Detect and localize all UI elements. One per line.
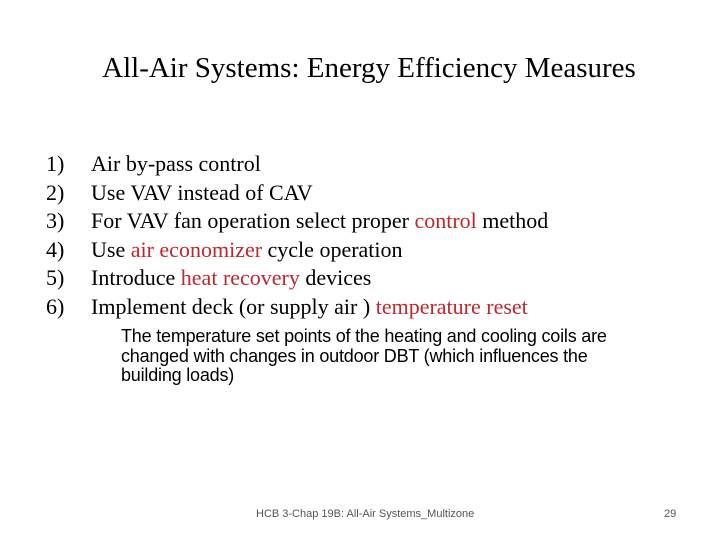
highlighted-term: temperature reset xyxy=(375,293,528,319)
list-item xyxy=(46,236,686,265)
item-text-segment: Air by-pass control xyxy=(91,151,261,176)
item-number: 4) xyxy=(46,236,65,262)
item-text-segment: cycle operation xyxy=(262,236,403,262)
highlighted-term: heat recovery xyxy=(180,265,300,291)
highlighted-term: control xyxy=(414,208,477,234)
item-text xyxy=(91,179,686,208)
item-text-segment: For VAV fan operation select proper xyxy=(91,208,415,234)
measures-list xyxy=(46,150,686,322)
item-text-segment: devices xyxy=(299,265,372,291)
item-number: 3) xyxy=(46,208,65,234)
list-item xyxy=(46,264,686,293)
item-text-segment: Introduce xyxy=(91,265,181,291)
sub-note: The temperature set points of the heating and cooling coils are changed with changes in outdoor DBT (which influences the building loads) xyxy=(121,326,607,385)
item-number: 5) xyxy=(46,265,65,291)
list-item xyxy=(46,207,686,236)
item-text xyxy=(91,293,686,322)
item-number: 1) xyxy=(46,151,65,176)
item-number: 6) xyxy=(46,293,65,319)
item-text-segment: Use VAV instead of CAV xyxy=(91,179,313,205)
item-text-segment: Implement deck (or supply air ) xyxy=(91,293,376,319)
item-text xyxy=(91,150,686,179)
list-item xyxy=(46,293,686,322)
item-text-segment: Use xyxy=(91,236,131,262)
item-text xyxy=(91,207,686,236)
list-item xyxy=(46,179,686,208)
footer-text: HCB 3-Chap 19B: All-Air Systems_Multizone xyxy=(256,508,475,520)
item-text xyxy=(91,264,686,293)
highlighted-term: air economizer xyxy=(130,236,263,262)
item-text-segment: method xyxy=(476,208,549,234)
page-number: 29 xyxy=(664,508,677,520)
item-number: 2) xyxy=(46,179,65,205)
item-text xyxy=(91,236,686,265)
slide-title: All-Air Systems: Energy Efficiency Measures xyxy=(102,52,636,84)
list-item xyxy=(46,150,686,179)
